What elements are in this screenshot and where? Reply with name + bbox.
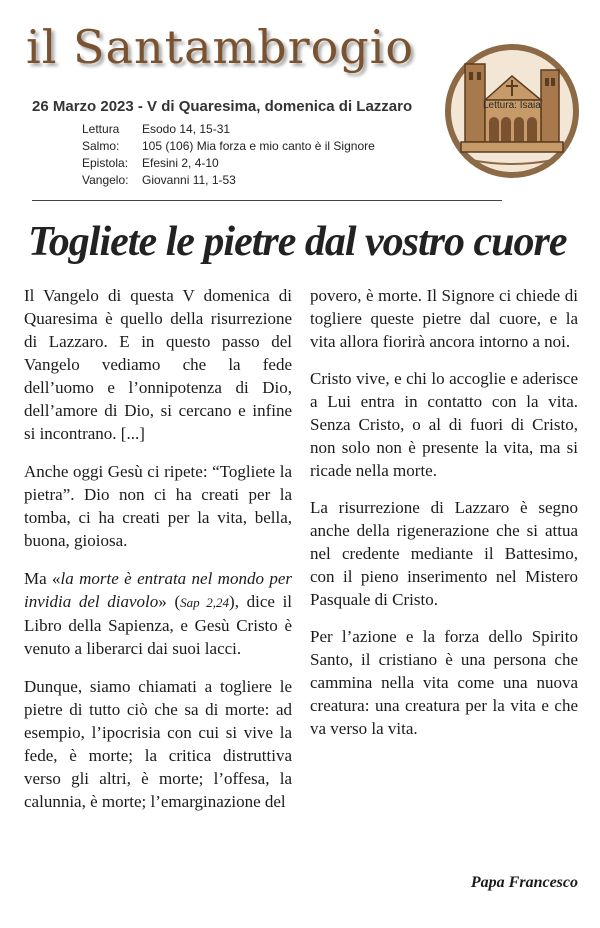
article-column-left bbox=[24, 284, 292, 828]
reading-text: Efesini 2, 4-10 bbox=[142, 156, 219, 170]
reading-row bbox=[82, 155, 375, 172]
quote-close: » ( bbox=[158, 592, 181, 611]
paragraph-rest: ), dice il Libro della Sapienza, e Gesù Cristo è venuto a liberarci dai suoi lacci. bbox=[24, 592, 293, 658]
paragraph: Cristo vive, e chi lo accoglie e aderisce a Lui entra in contatto con la vita. Senza Cristo, o al di fuori di Cristo, non solo non è presente la vita, ma si ricade nella morte. bbox=[310, 369, 578, 480]
reading-label: Epistola: bbox=[82, 156, 129, 170]
basilica-logo-icon bbox=[443, 42, 581, 180]
paragraph: Per l’azione e la forza dello Spirito Santo, il cristiano è una persona che cammina nella vita come una nuova creatura: una creatura per la vita e che va verso la vita. bbox=[310, 627, 578, 738]
paragraph: Dunque, siamo chiamati a togliere le pietre di tutto ciò che sa di morte: ad esempio, l’ipocrisia con cui si vive la fede, è morte; la critica distruttiva verso gli altri, è morte; l’offesa, la calunnia, è morte; l’emarginazione del bbox=[24, 677, 292, 811]
paragraph: Anche oggi Gesù ci ripete: “Togliete la pietra”. Dio non ci ha creati per la tomba, ci ha creati per la vita, bella, buona, gioiosa. bbox=[24, 462, 292, 550]
header-divider bbox=[32, 200, 502, 201]
article-headline: Togliete le pietre dal vostro cuore bbox=[28, 219, 567, 265]
reading-row bbox=[82, 172, 375, 189]
scripture-quote: la morte è entrata nel mondo per invidia del diavolo bbox=[24, 569, 292, 611]
reading-label: Salmo: bbox=[82, 139, 120, 153]
article-signature: Papa Francesco bbox=[470, 874, 578, 891]
reading-text: Esodo 14, 15-31 bbox=[142, 122, 231, 136]
scripture-citation: Sap 2,24 bbox=[180, 595, 230, 610]
logo-overlay-text: Lettura: Isaia bbox=[483, 100, 541, 111]
readings-list bbox=[82, 121, 375, 189]
reading-text: Giovanni 11, 1-53 bbox=[142, 173, 236, 187]
quote-open: Ma « bbox=[24, 569, 61, 588]
masthead-title: il Santambrogio bbox=[26, 20, 415, 74]
date-line: 26 Marzo 2023 - V di Quaresima, domenica di Lazzaro bbox=[32, 98, 413, 115]
reading-text: 105 (106) Mia forza e mio canto è il Signore bbox=[142, 139, 375, 153]
paragraph: Il Vangelo di questa V domenica di Quaresima è quello della risurrezione di Lazzaro. E in questo passo del Vangelo vediamo che la fede dell’uomo e l’onnipotenza di Dio, dell’amore di Dio, si cercano e infine si incontrano. [...] bbox=[24, 286, 292, 443]
paragraph: povero, è morte. Il Signore ci chiede di togliere queste pietre dal cuore, e la vita allora fiorirà ancora intorno a noi. bbox=[310, 286, 578, 351]
paragraph bbox=[24, 567, 292, 660]
reading-row bbox=[82, 121, 375, 138]
reading-label: Vangelo: bbox=[82, 173, 129, 187]
paragraph: La risurrezione di Lazzaro è segno anche della rigenerazione che si attua nel credente mediante il Battesimo, con il pieno inserimento nel Mistero Pasquale di Cristo. bbox=[310, 498, 578, 609]
reading-row bbox=[82, 138, 375, 155]
article-column-right bbox=[310, 284, 578, 754]
reading-label: Lettura bbox=[82, 122, 120, 136]
